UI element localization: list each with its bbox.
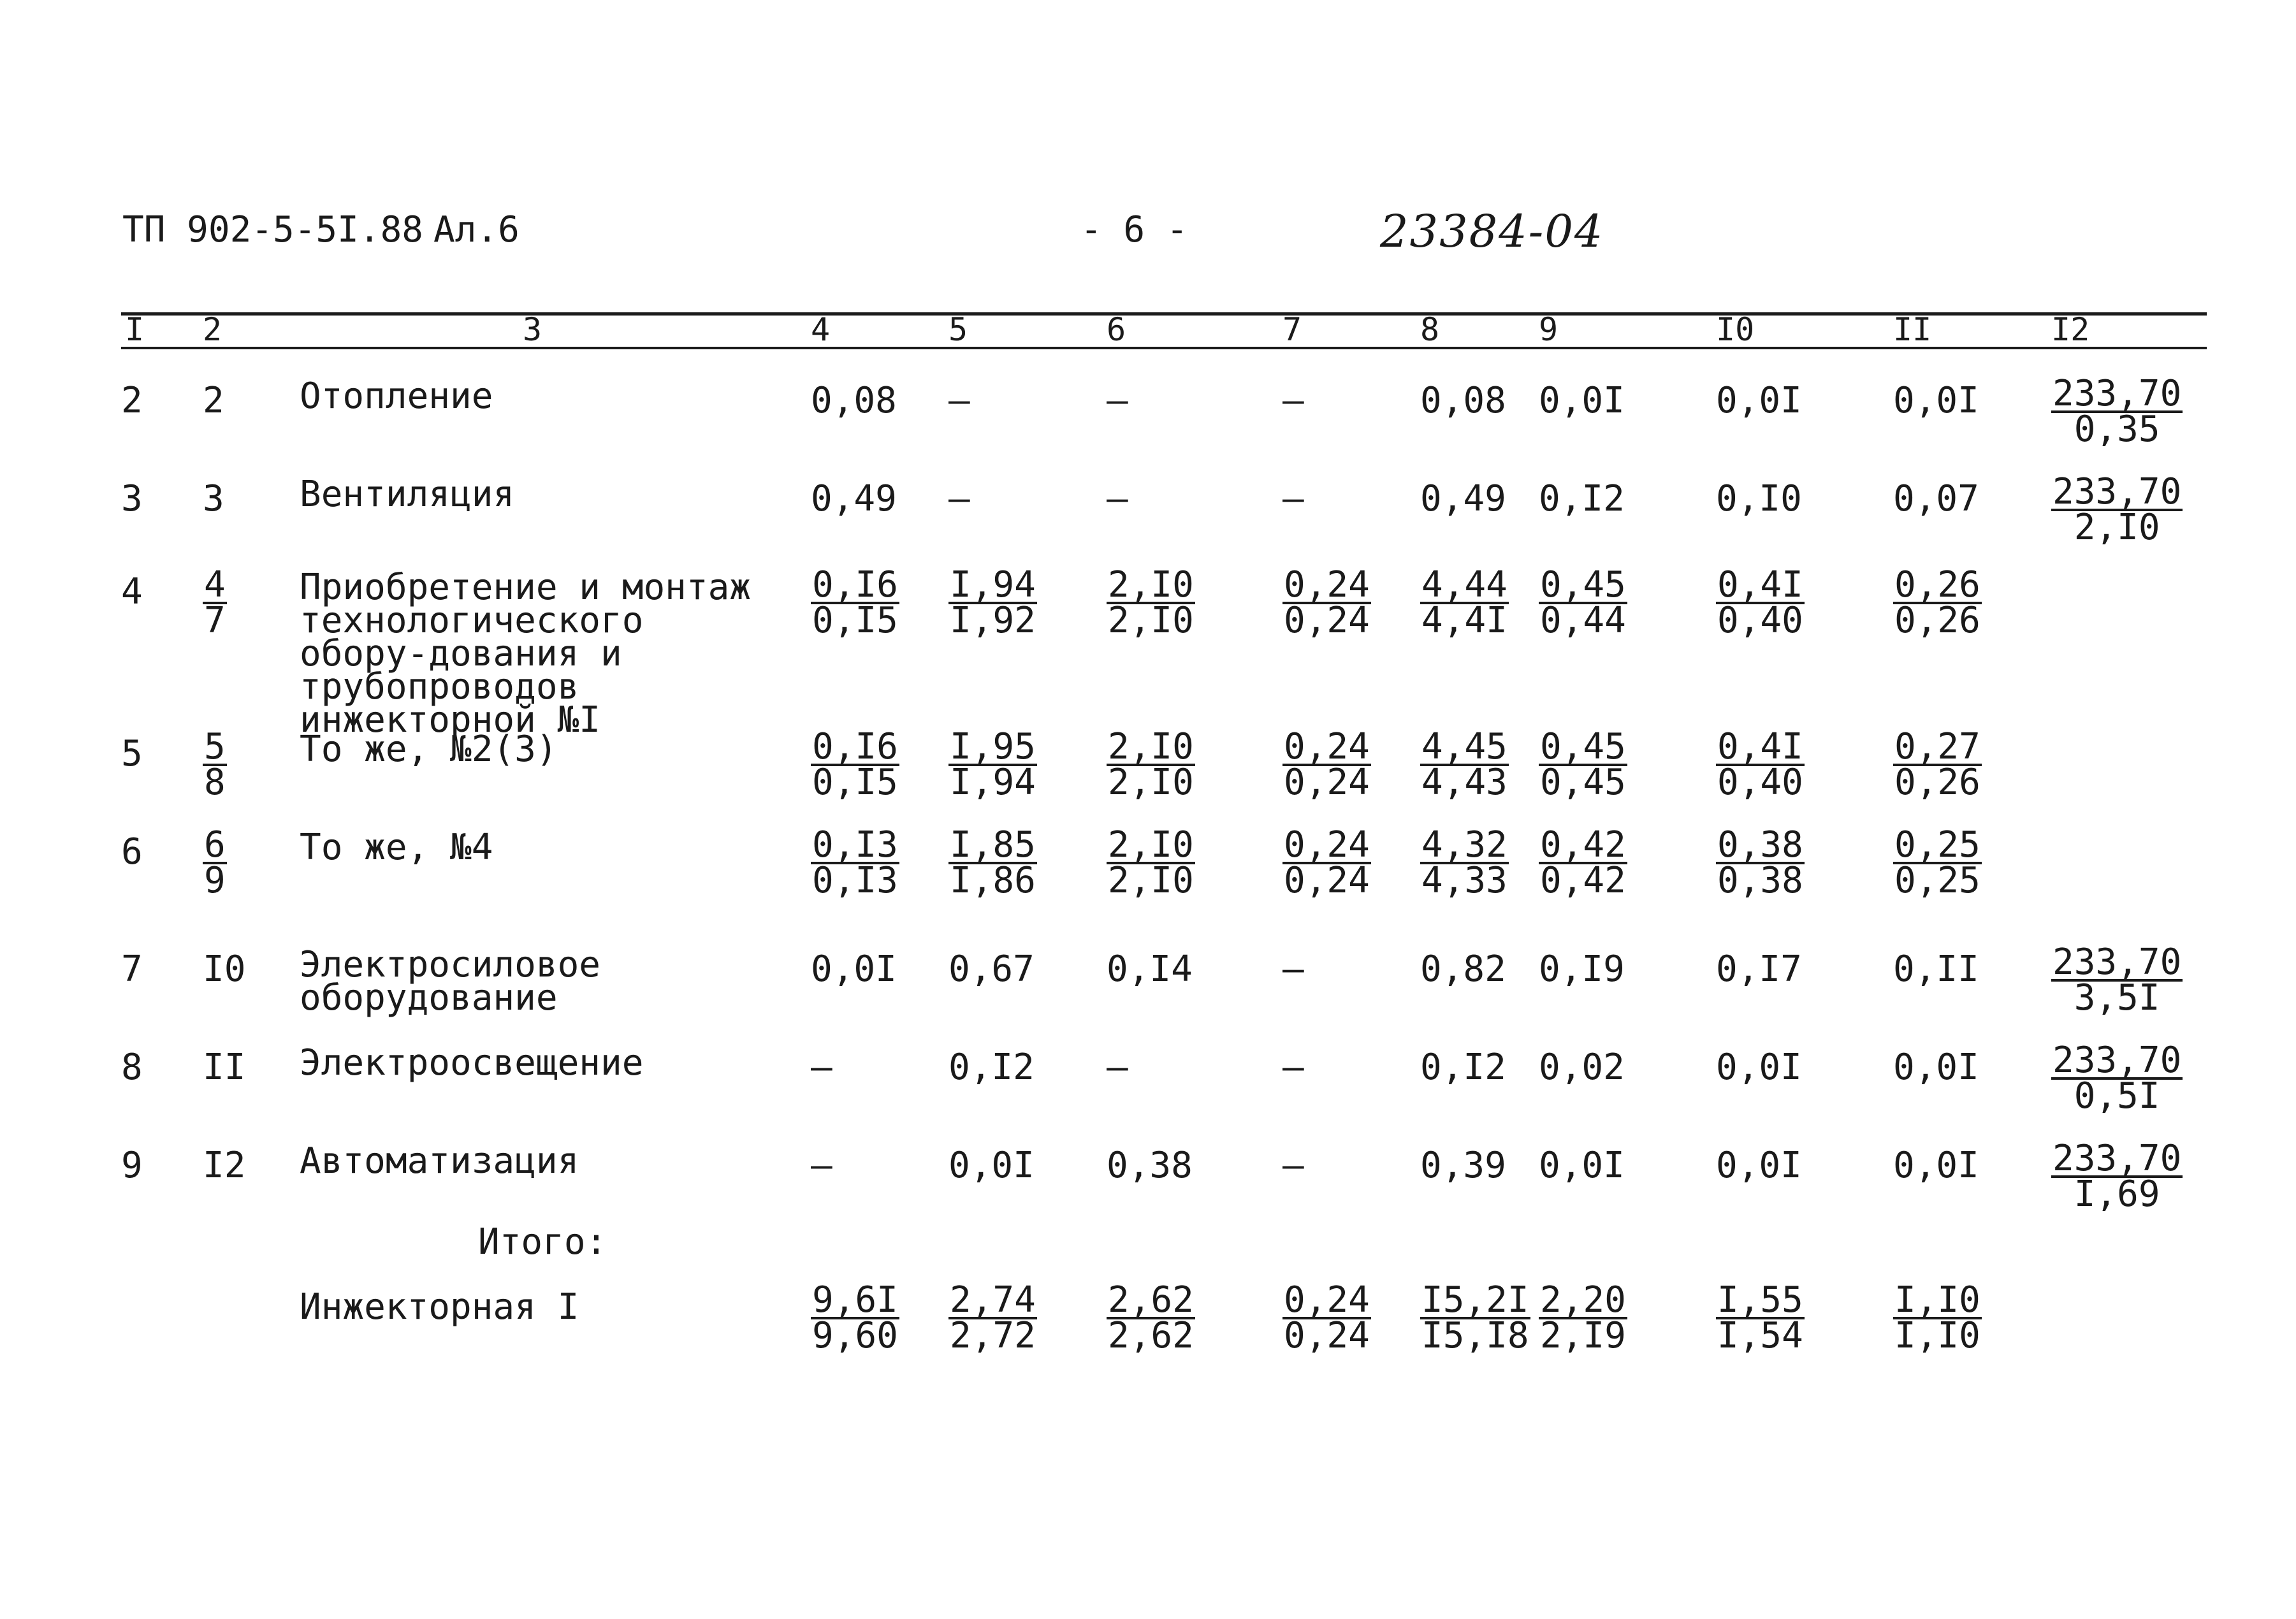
total-col-11 xyxy=(1893,1279,1982,1356)
cell-col-11-numerator: 0,27 xyxy=(1894,726,1980,767)
total-col-11-numerator: I,I0 xyxy=(1894,1279,1980,1321)
cell-col-8: 0,82 xyxy=(1420,948,1506,990)
total-col-4-denominator: 9,60 xyxy=(812,1315,898,1356)
cell-col-11: 0,0I xyxy=(1893,1145,1979,1186)
total-col-10-numerator: I,55 xyxy=(1717,1279,1803,1321)
cell-col-4-numerator: 0,I6 xyxy=(812,564,898,606)
cell-col-12 xyxy=(2051,373,2183,450)
row-number: 2 xyxy=(121,380,143,421)
row-number: 3 xyxy=(121,478,143,519)
total-name: Инжекторная I xyxy=(300,1286,579,1328)
cell-col-5: 0,0I xyxy=(948,1145,1035,1186)
cell-col-4: 0,08 xyxy=(811,380,897,421)
cell-col-9: 0,02 xyxy=(1539,1047,1625,1088)
cell-col-11: 0,0I xyxy=(1893,1047,1979,1088)
row-description: Автоматизация xyxy=(300,1140,579,1182)
cell-col-12-numerator: 233,70 xyxy=(2053,1138,2182,1179)
cell-col-5-denominator: I,92 xyxy=(950,600,1036,641)
cell-col-4-denominator: 0,I3 xyxy=(812,860,898,901)
cell-col-5: 0,I2 xyxy=(948,1047,1035,1088)
cell-col-9 xyxy=(1539,726,1627,803)
cell-col-8-numerator: 4,44 xyxy=(1421,564,1508,606)
ref-number xyxy=(203,564,227,641)
total-col-9-denominator: 2,I9 xyxy=(1540,1315,1626,1356)
cell-col-12 xyxy=(2051,471,2183,548)
cell-col-12-numerator: 233,70 xyxy=(2053,1040,2182,1081)
column-number-2: 2 xyxy=(203,311,222,348)
cell-col-10-numerator: 0,38 xyxy=(1717,824,1803,866)
cell-col-6: – xyxy=(1107,1047,1128,1088)
row-description: Вентиляция xyxy=(300,474,515,515)
column-number-8: 8 xyxy=(1420,311,1440,348)
cell-col-8 xyxy=(1420,726,1509,803)
cell-col-10 xyxy=(1716,824,1805,901)
ref-number: I2 xyxy=(203,1145,246,1186)
doc-code: ТП 902-5-5I.88 xyxy=(122,209,424,250)
column-number-12: I2 xyxy=(2051,311,2090,348)
cell-col-10: 0,0I xyxy=(1716,1145,1802,1186)
column-number-11: II xyxy=(1893,311,1932,348)
cell-col-9: 0,0I xyxy=(1539,380,1625,421)
cell-col-7-denominator: 0,24 xyxy=(1284,600,1370,641)
cell-col-8-denominator: 4,4I xyxy=(1421,600,1508,641)
ref-number: 3 xyxy=(203,478,224,519)
cell-col-12-denominator: 0,5I xyxy=(2074,1075,2160,1117)
cell-col-10: 0,I7 xyxy=(1716,948,1802,990)
total-col-9-numerator: 2,20 xyxy=(1540,1279,1626,1321)
cell-col-4 xyxy=(811,726,899,803)
cell-col-8: 0,49 xyxy=(1420,478,1506,519)
cell-col-4: 0,0I xyxy=(811,948,897,990)
cell-col-9-denominator: 0,44 xyxy=(1540,600,1626,641)
ref-number: 2 xyxy=(203,380,224,421)
cell-col-7 xyxy=(1282,824,1371,901)
ref-number-numerator: 5 xyxy=(204,726,226,767)
row-description: Приобретение и монтаж технологического обору-дования и трубопроводов инжекторной №I xyxy=(300,567,752,741)
cell-col-9-numerator: 0,42 xyxy=(1540,824,1626,866)
cell-col-7: – xyxy=(1282,948,1304,990)
cell-col-12-numerator: 233,70 xyxy=(2053,373,2182,414)
cell-col-9-numerator: 0,45 xyxy=(1540,726,1626,767)
cell-col-6-numerator: 2,I0 xyxy=(1108,824,1194,866)
total-col-7-numerator: 0,24 xyxy=(1284,1279,1370,1321)
cell-col-10 xyxy=(1716,726,1805,803)
cell-col-4-numerator: 0,I6 xyxy=(812,726,898,767)
total-col-8-denominator: I5,I8 xyxy=(1421,1315,1529,1356)
row-description: Электроосвещение xyxy=(300,1042,644,1084)
cell-col-5: 0,67 xyxy=(948,948,1035,990)
cell-col-10-denominator: 0,40 xyxy=(1717,600,1803,641)
row-number: 8 xyxy=(121,1047,143,1088)
row-number: 9 xyxy=(121,1145,143,1186)
cell-col-10: 0,I0 xyxy=(1716,478,1802,519)
cell-col-6-denominator: 2,I0 xyxy=(1108,762,1194,803)
total-col-8-numerator: I5,2I xyxy=(1421,1279,1529,1321)
cell-col-7: – xyxy=(1282,1145,1304,1186)
cell-col-10: 0,0I xyxy=(1716,1047,1802,1088)
cell-col-5-numerator: I,85 xyxy=(950,824,1036,866)
ref-number: II xyxy=(203,1047,246,1088)
cell-col-5 xyxy=(948,564,1037,641)
cell-col-4-denominator: 0,I5 xyxy=(812,600,898,641)
cell-col-5: – xyxy=(948,478,970,519)
cell-col-10-denominator: 0,40 xyxy=(1717,762,1803,803)
total-col-6 xyxy=(1107,1279,1195,1356)
cell-col-12-denominator: 2,I0 xyxy=(2074,507,2160,548)
cell-col-11 xyxy=(1893,726,1982,803)
cell-col-6-numerator: 2,I0 xyxy=(1108,564,1194,606)
cell-col-10 xyxy=(1716,564,1805,641)
row-number: 5 xyxy=(121,733,143,774)
total-col-4 xyxy=(811,1279,899,1356)
ref-number-denominator: 7 xyxy=(204,600,226,641)
cell-col-8: 0,I2 xyxy=(1420,1047,1506,1088)
column-number-10: I0 xyxy=(1716,311,1755,348)
cell-col-8-denominator: 4,33 xyxy=(1421,860,1508,901)
cell-col-7-denominator: 0,24 xyxy=(1284,860,1370,901)
cell-col-4-denominator: 0,I5 xyxy=(812,762,898,803)
cell-col-8-denominator: 4,43 xyxy=(1421,762,1508,803)
cell-col-7: – xyxy=(1282,478,1304,519)
cell-col-11-denominator: 0,26 xyxy=(1894,762,1980,803)
row-description: То же, №2(3) xyxy=(300,729,558,770)
column-number-7: 7 xyxy=(1282,311,1302,348)
cell-col-7-numerator: 0,24 xyxy=(1284,726,1370,767)
cell-col-4: 0,49 xyxy=(811,478,897,519)
album-label: Ал.6 xyxy=(433,209,520,250)
cell-col-11-numerator: 0,25 xyxy=(1894,824,1980,866)
ref-number: I0 xyxy=(203,948,246,990)
cell-col-12-denominator: I,69 xyxy=(2074,1173,2160,1215)
cell-col-5 xyxy=(948,824,1037,901)
cell-col-6: – xyxy=(1107,478,1128,519)
cell-col-8 xyxy=(1420,564,1509,641)
cell-col-10-numerator: 0,4I xyxy=(1717,726,1803,767)
cell-col-8: 0,08 xyxy=(1420,380,1506,421)
cell-col-9 xyxy=(1539,564,1627,641)
cell-col-9: 0,0I xyxy=(1539,1145,1625,1186)
cell-col-7-denominator: 0,24 xyxy=(1284,762,1370,803)
total-col-4-numerator: 9,6I xyxy=(812,1279,898,1321)
total-col-10 xyxy=(1716,1279,1805,1356)
column-number-1: I xyxy=(125,311,145,348)
cell-col-4-numerator: 0,I3 xyxy=(812,824,898,866)
total-col-9 xyxy=(1539,1279,1627,1356)
ref-number xyxy=(203,726,227,803)
cell-col-6-numerator: 2,I0 xyxy=(1108,726,1194,767)
cell-col-11: 0,07 xyxy=(1893,478,1979,519)
cell-col-11: 0,II xyxy=(1893,948,1979,990)
row-description: То же, №4 xyxy=(300,827,493,868)
column-number-3: 3 xyxy=(523,311,542,348)
column-number-6: 6 xyxy=(1107,311,1126,348)
total-label: Итого: xyxy=(478,1221,607,1263)
cell-col-4: – xyxy=(811,1047,832,1088)
cell-col-9-denominator: 0,42 xyxy=(1540,860,1626,901)
row-number: 4 xyxy=(121,571,143,613)
cell-col-5: – xyxy=(948,380,970,421)
column-number-5: 5 xyxy=(948,311,968,348)
cell-col-5 xyxy=(948,726,1037,803)
total-col-6-denominator: 2,62 xyxy=(1108,1315,1194,1356)
cell-col-5-numerator: I,94 xyxy=(950,564,1036,606)
cell-col-6 xyxy=(1107,824,1195,901)
cell-col-11: 0,0I xyxy=(1893,380,1979,421)
row-description: Отопление xyxy=(300,375,493,417)
total-col-5-denominator: 2,72 xyxy=(950,1315,1036,1356)
cell-col-12 xyxy=(2051,1138,2183,1215)
cell-col-7: – xyxy=(1282,1047,1304,1088)
cell-col-7-numerator: 0,24 xyxy=(1284,824,1370,866)
ref-number-denominator: 9 xyxy=(204,860,226,901)
cell-col-4 xyxy=(811,564,899,641)
cell-col-11-denominator: 0,25 xyxy=(1894,860,1980,901)
handwritten-number: 23384-04 xyxy=(1380,205,1604,258)
total-col-5-numerator: 2,74 xyxy=(950,1279,1036,1321)
cell-col-11 xyxy=(1893,564,1982,641)
total-col-7 xyxy=(1282,1279,1371,1356)
total-col-11-denominator: I,I0 xyxy=(1894,1315,1980,1356)
cell-col-4: – xyxy=(811,1145,832,1186)
cell-col-10: 0,0I xyxy=(1716,380,1802,421)
total-col-7-denominator: 0,24 xyxy=(1284,1315,1370,1356)
cell-col-7 xyxy=(1282,726,1371,803)
ref-number-numerator: 4 xyxy=(204,564,226,606)
cell-col-11-numerator: 0,26 xyxy=(1894,564,1980,606)
cell-col-6-denominator: 2,I0 xyxy=(1108,860,1194,901)
cell-col-5-denominator: I,86 xyxy=(950,860,1036,901)
cell-col-9-denominator: 0,45 xyxy=(1540,762,1626,803)
row-number: 7 xyxy=(121,948,143,990)
cell-col-6 xyxy=(1107,564,1195,641)
page-number: - 6 - xyxy=(1080,209,1188,250)
cell-col-6-denominator: 2,I0 xyxy=(1108,600,1194,641)
cell-col-12-numerator: 233,70 xyxy=(2053,471,2182,512)
cell-col-12-denominator: 3,5I xyxy=(2074,977,2160,1019)
cell-col-5-denominator: I,94 xyxy=(950,762,1036,803)
cell-col-7-numerator: 0,24 xyxy=(1284,564,1370,606)
cell-col-5-numerator: I,95 xyxy=(950,726,1036,767)
column-number-9: 9 xyxy=(1539,311,1559,348)
ref-number-denominator: 8 xyxy=(204,762,226,803)
ref-number xyxy=(203,824,227,901)
cell-col-10-numerator: 0,4I xyxy=(1717,564,1803,606)
total-col-5 xyxy=(948,1279,1037,1356)
cell-col-7 xyxy=(1282,564,1371,641)
total-col-10-denominator: I,54 xyxy=(1717,1315,1803,1356)
cell-col-9: 0,I2 xyxy=(1539,478,1625,519)
cell-col-6: – xyxy=(1107,380,1128,421)
cell-col-9: 0,I9 xyxy=(1539,948,1625,990)
cell-col-11-denominator: 0,26 xyxy=(1894,600,1980,641)
cell-col-12-denominator: 0,35 xyxy=(2074,409,2160,450)
ref-number-numerator: 6 xyxy=(204,824,226,866)
cell-col-9 xyxy=(1539,824,1627,901)
cell-col-6: 0,I4 xyxy=(1107,948,1193,990)
cell-col-8: 0,39 xyxy=(1420,1145,1506,1186)
cell-col-6: 0,38 xyxy=(1107,1145,1193,1186)
cell-col-7: – xyxy=(1282,380,1304,421)
total-col-6-numerator: 2,62 xyxy=(1108,1279,1194,1321)
cell-col-6 xyxy=(1107,726,1195,803)
cell-col-8-numerator: 4,32 xyxy=(1421,824,1508,866)
row-description: Электросиловое оборудование xyxy=(300,944,601,1019)
cell-col-10-denominator: 0,38 xyxy=(1717,860,1803,901)
cell-col-12-numerator: 233,70 xyxy=(2053,941,2182,983)
cell-col-8 xyxy=(1420,824,1509,901)
row-number: 6 xyxy=(121,831,143,873)
cell-col-12 xyxy=(2051,941,2183,1019)
cell-col-8-numerator: 4,45 xyxy=(1421,726,1508,767)
cell-col-11 xyxy=(1893,824,1982,901)
cell-col-9-numerator: 0,45 xyxy=(1540,564,1626,606)
column-number-4: 4 xyxy=(811,311,831,348)
cell-col-4 xyxy=(811,824,899,901)
cell-col-12 xyxy=(2051,1040,2183,1117)
total-col-8 xyxy=(1420,1279,1530,1356)
